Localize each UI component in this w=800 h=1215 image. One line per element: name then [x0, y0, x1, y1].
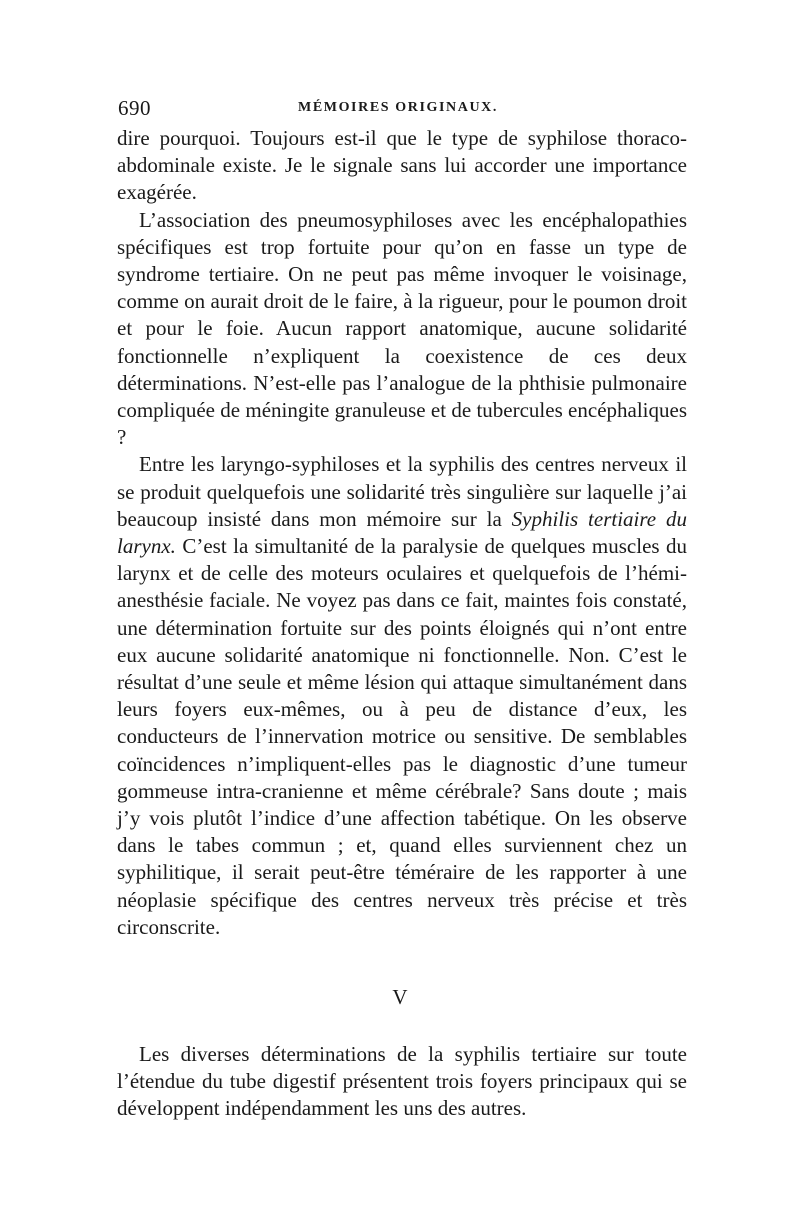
main-text — [117, 125, 687, 941]
section-heading: V — [392, 985, 408, 1009]
paragraph: L’association des pneumosyphiloses avec les encéphalopathies spécifiques est trop fortuite pour qu’on en fasse un type de syndrome tertiaire. On ne peut pas même invoquer le voisinage, comme on aurait droit de le faire, à la rigueur, pour le poumon droit et pour le foie. Aucun rapport anatomique, aucune solidarité fonctionnelle n’expliquent la coexistence de ces deux déterminations. N’est-elle pas l’analogue de la phthisie pulmonaire compliquée de méningite granuleuse et de tubercules encéphaliques ? — [117, 207, 687, 450]
page-number: 690 — [118, 96, 151, 120]
paragraph-continued: dire pourquoi. Toujours est-il que le type de syphilose thoraco-abdominale existe. Je le signale sans lui accorder une importance exagérée. — [117, 126, 687, 205]
paragraph-text: C’est la simultanité de la paralysie de quelques muscles du larynx et de celle des moteurs oculaires et quelquefois de l’hémi-anesthésie faciale. Ne voyez pas dans ce fait, maintes fois constaté, une détermination fortuite sur des points éloignés qui n’ont entre eux aucune solidarité anatomique ni fonctionnelle. Non. C’est le résultat d’une seule et même lésion qui attaque simultanément dans leurs foyers eux-mêmes, ou à peu de distance d’eux, les conducteurs de l’innervation motrice ou sensitive. De semblables coïncidences n’impliquent-elles pas le diagnostic d’une tumeur gommeuse intra-cranienne et même cérébrale? Sans doute ; mais j’y vois plutôt l’indice d’une affection tabétique. On les observe dans le tabes commun ; et, quand elles surviennent chez un syphilitique, il serait peut-être téméraire de les rapporter à une néoplasie spécifique des centres nerveux très précise et très circonscrite. — [117, 534, 687, 939]
running-header — [118, 96, 688, 122]
paragraph — [117, 451, 687, 941]
paragraph-text: Entre les laryngo-syphiloses et la syphilis des centres nerveux il se produit quelquefois une solidarité très singulière sur laquelle j’ai beaucoup insisté dans mon mémoire sur la — [117, 452, 687, 531]
running-title: MÉMOIRES ORIGINAUX. — [298, 100, 498, 115]
section-text — [117, 1041, 687, 1123]
italic-title: Syphilis tertiaire du larynx. — [117, 506, 687, 559]
paragraph: Les diverses déterminations de la syphilis tertiaire sur toute l’étendue du tube digestif présentent trois foyers principaux qui se développent indépendamment les uns des autres. — [117, 1042, 687, 1121]
